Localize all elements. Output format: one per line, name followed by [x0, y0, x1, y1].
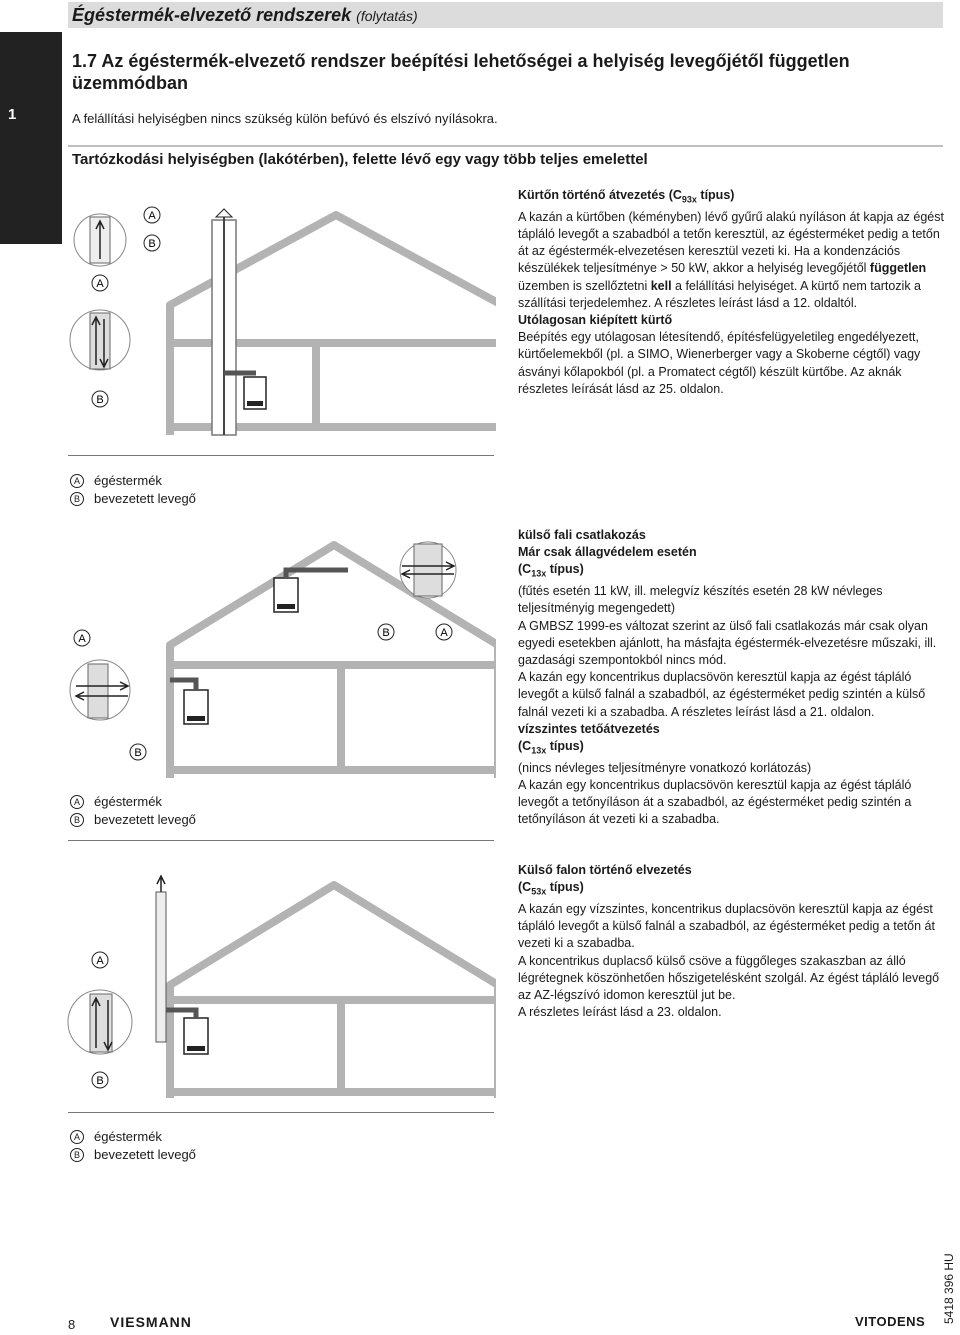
legend-b-label: bevezetett levegő [94, 812, 196, 827]
section-divider [68, 145, 943, 147]
legend-a-label: égéstermék [94, 473, 162, 488]
roof-pipe [286, 570, 348, 578]
label-b: B [134, 747, 142, 759]
chapter-tab [0, 32, 62, 244]
label-a: A [96, 955, 104, 967]
document-code: 5418 396 HU [942, 1253, 956, 1324]
text-block-chimney [518, 187, 944, 398]
block-type: ($C_{13x}$ típus) [518, 738, 584, 756]
legend-b-label: bevezetett levegő [94, 1147, 196, 1162]
intro-text: A felállítási helyiségben nincs szükség külön befúvó és elszívó nyílásokra. [72, 111, 498, 126]
page-number: 8 [68, 1317, 76, 1332]
legend-a-label: égéstermék [94, 794, 162, 809]
block-paragraph: (fűtés esetén 11 kW, ill. melegvíz készítés esetén 28 kW névleges teljesítményig megengedett) [518, 584, 883, 616]
label-b: B [148, 238, 156, 250]
legend-b-marker: B [70, 1148, 84, 1162]
diagram-external-wall-flue [66, 870, 496, 1100]
section-title: 1.7 Az égéstermék-elvezető rendszer beépítési lehetőségei a helyiség levegőjétől független üzemmódban [72, 51, 850, 93]
external-flue-pipe [156, 892, 166, 1042]
block-paragraph: A kazán egy koncentrikus duplacsövön keresztül kapja az égést tápláló levegőt a tetőnyíláson át a szabadból, az égésterméket pedig szintén a tetőnyíláson át vezeti ki a szabadba. [518, 777, 912, 827]
text-block-external-wall [518, 862, 944, 1021]
text-block-wall [518, 527, 944, 828]
block-paragraph: A GMBSZ 1999-es változat szerint az ülső fali csatlakozás már csak olyan egyedi esetekben ajánlott, ha másfajta égéstermék-elvezetésre műszaki, ill. gazdasági szempontokból nincs mód. [518, 618, 937, 667]
block-paragraph: A kazán egy koncentrikus duplacsövön keresztül kapja az égést tápláló levegőt a külső falnál a szabadból, az égésterméket pedig szintén a külső falnál vezeti ki a szabadba. A részletes leírást lásd a 21. oldalon. [518, 670, 926, 719]
separator-rule [68, 1112, 494, 1113]
flue-outlet-arrow-icon [157, 876, 165, 892]
block-paragraph: A kazán a kürtőben (kéményben) lévő gyűrű alakú nyíláson át kapja az égést tápláló levegőt a szabadból a tetőn keresztül, az égésterméket pedig a tetőn át az égéstermék-elvezetésen keresztül vezeti ki. Ha a kondenzációs készülékek teljesítménye > 50 kW, akkor a helyiség levegőjétől független üzemben is szellőztetni kell a felállítási helyiséget. A kürtő nem tartozik a szállítási terjedelemhez. A részletes leírást lásd a 12. oldaltól. [518, 209, 944, 310]
block-title: Külső falon történő elvezetés [518, 863, 692, 877]
label-a: A [78, 633, 86, 645]
separator-rule [68, 840, 494, 841]
diagram-wall-connection [66, 530, 496, 780]
block-paragraph: A koncentrikus duplacső külső csöve a függőleges szakaszban az álló légrétegnek köszönhetően hőszigetelésként szolgál. Az égést tápláló levegő az AZ-légszívó idomon keresztül jut be. [518, 953, 940, 1002]
legend-1 [70, 472, 196, 508]
chapter-number: 1 [8, 106, 17, 123]
label-b: B [382, 627, 390, 639]
block-paragraph: A kazán egy vízszintes, koncentrikus duplacsövön keresztül kapja az égést tápláló levegőt a külső falnál a szabadból, az égésterméket pedig a tetőn át vezeti ki a szabadba. [518, 901, 935, 951]
block-type: ($C_{53x}$ típus) [518, 880, 584, 897]
block-subtitle: vízszintes tetőátvezetés [518, 721, 660, 736]
legend-a-marker: A [70, 795, 84, 809]
product-name: VITODENS [855, 1314, 926, 1329]
legend-3 [70, 1128, 196, 1164]
brand-logo: VIESMANN [110, 1314, 192, 1330]
label-a: A [96, 278, 104, 290]
legend-a-label: égéstermék [94, 1129, 162, 1144]
legend-2 [70, 793, 196, 829]
block-paragraph: (nincs névleges teljesítményre vonatkozó korlátozás) [518, 760, 812, 775]
diagram-chimney-flue [66, 195, 496, 440]
block-paragraph: Beépítés egy utólagosan létesítendő, építésfelügyeletileg engedélyezett, kürtőelemekből (pl. a SIMO, Wienerberger vagy a Skoberne cégtől) vagy ásványi kőlapokból (pl. a Promatect cégtől) készült kürtőbe. Az aknák részletes leírását lásd az 25. oldalon. [518, 330, 921, 396]
legend-a-marker: A [70, 1130, 84, 1144]
block-title: külső fali csatlakozás [518, 528, 646, 542]
label-b: B [96, 1075, 104, 1087]
legend-a-marker: A [70, 474, 84, 488]
legend-b-label: bevezetett levegő [94, 491, 196, 506]
block-paragraph: A részletes leírást lásd a 23. oldalon. [518, 1005, 722, 1020]
legend-b-marker: B [70, 813, 84, 827]
legend-b-marker: B [70, 492, 84, 506]
block-subtitle: Utólagosan kiépített kürtő [518, 312, 673, 327]
block-title: Már csak állagvédelem esetén [518, 545, 697, 560]
separator-rule [68, 455, 494, 456]
label-b: B [96, 394, 104, 406]
section-subheading: Tartózkodási helyiségben (lakótérben), felette lévő egy vagy több teljes emelettel [72, 151, 648, 168]
block-type: ($C_{13x}$ típus) [518, 562, 584, 579]
label-a: A [148, 210, 156, 222]
house-outline [170, 885, 496, 1098]
block-title: Kürtőn történő átvezetés ($C_{93x}$ típus) [518, 188, 735, 205]
page-header-title: Égéstermék-elvezető rendszerek (folytatás) [72, 5, 418, 25]
label-a: A [440, 627, 448, 639]
flue-cap-icon [216, 209, 232, 217]
